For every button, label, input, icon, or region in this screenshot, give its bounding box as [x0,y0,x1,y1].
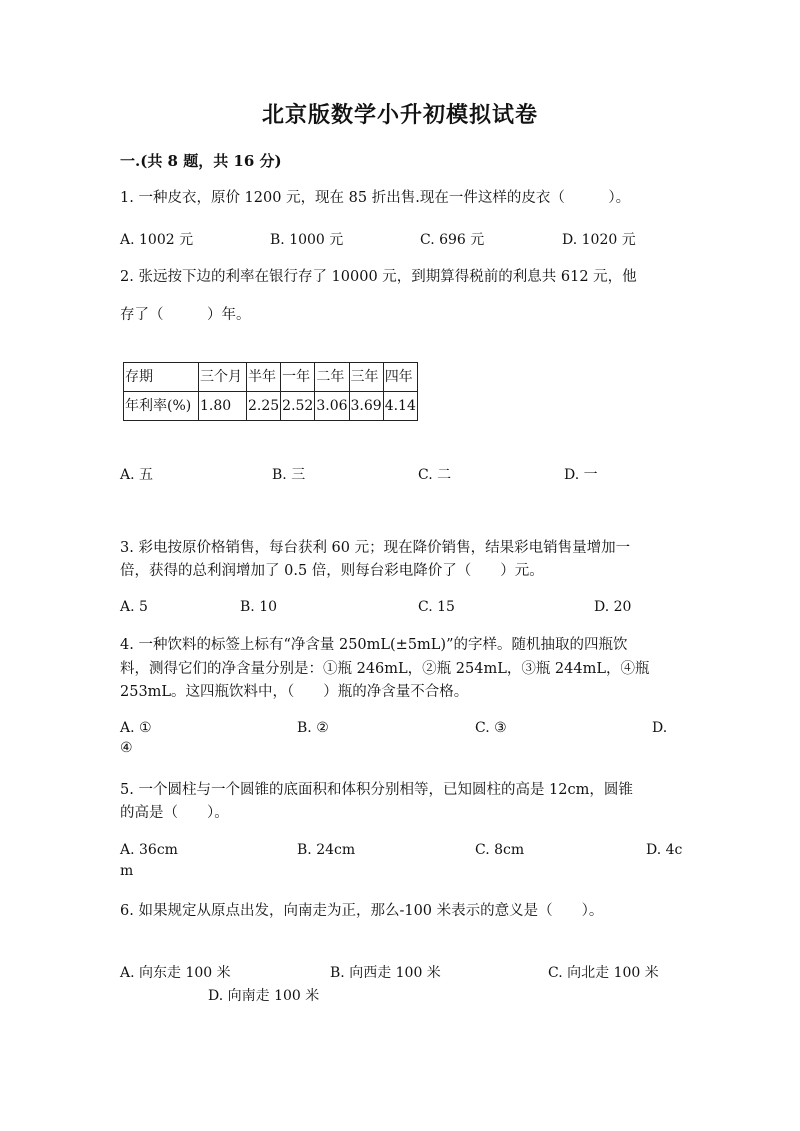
q3-option-d: D. 20 [594,599,632,615]
q4-option-d-wrap: ④ [120,740,133,756]
table-cell: 四年 [383,363,417,392]
q1-option-a: A. 1002 元 [120,232,194,248]
table-row [124,392,418,421]
q5-option-d: D. 4c [646,842,683,858]
q5-option-d-wrap: m [120,863,134,879]
q5-option-b: B. 24cm [297,842,356,858]
q3-option-a: A. 5 [120,599,148,615]
question-4-text-line-2: 料，测得它们的净含量分别是：①瓶 246mL，②瓶 254mL，③瓶 244mL，④瓶 [120,661,650,677]
q5-option-c: C. 8cm [475,842,525,858]
table-cell: 年利率(%) [124,392,199,421]
table-cell: 二年 [315,363,349,392]
q2-option-b: B. 三 [272,467,306,483]
question-2-text-line-2: 存了（ ）年。 [120,307,251,323]
q4-option-c: C. ③ [475,720,507,736]
q2-option-c: C. 二 [418,467,452,483]
q2-option-d: D. 一 [564,467,598,483]
question-2-text-line-1: 2. 张远按下边的利率在银行存了 10000 元，到期算得税前的利息共 612 元，他 [120,269,637,285]
table-cell: 存期 [124,363,199,392]
question-5-text-line-1: 5. 一个圆柱与一个圆锥的底面积和体积分别相等，已知圆柱的高是 12cm，圆锥 [120,782,633,798]
interest-rate-table [123,362,418,421]
q3-option-c: C. 15 [418,599,455,615]
q4-option-a: A. ① [120,720,152,736]
question-6-text: 6. 如果规定从原点出发，向南走为正，那么-100 米表示的意义是（ ）。 [120,903,604,919]
question-1-text: 1. 一种皮衣，原价 1200 元，现在 85 折出售.现在一件这样的皮衣（ ）。 [120,190,631,206]
question-3-text-line-1: 3. 彩电按原价格销售，每台获利 60 元；现在降价销售，结果彩电销售量增加一 [120,540,631,556]
q2-option-a: A. 五 [120,467,154,483]
table-cell: 2.25 [247,392,281,421]
q1-option-c: C. 696 元 [420,232,485,248]
q4-option-b: B. ② [297,720,329,736]
question-3-text-line-2: 倍，获得的总利润增加了 0.5 倍，则每台彩电降价了（ ）元。 [120,563,544,579]
table-cell: 3.06 [315,392,349,421]
table-cell: 3.69 [349,392,383,421]
q5-option-a: A. 36cm [120,842,178,858]
table-cell: 三个月 [199,363,247,392]
table-cell: 半年 [247,363,281,392]
table-cell: 三年 [349,363,383,392]
question-4-text-line-1: 4. 一种饮料的标签上标有“净含量 250mL(±5mL)”的字样。随机抽取的四瓶饮 [120,637,628,653]
q6-option-d: D. 向南走 100 米 [208,988,320,1004]
section-heading: 一.(共 8 题，共 16 分) [120,152,282,170]
q3-option-b: B. 10 [240,599,278,615]
q6-option-a: A. 向东走 100 米 [120,965,231,981]
q6-option-b: B. 向西走 100 米 [330,965,441,981]
table-cell: 1.80 [199,392,247,421]
table-cell: 4.14 [383,392,417,421]
question-5-text-line-2: 的高是（ ）。 [120,805,229,821]
q1-option-b: B. 1000 元 [270,232,344,248]
table-cell: 2.52 [281,392,315,421]
question-4-text-line-3: 253mL。这四瓶饮料中，（ ）瓶的净含量不合格。 [120,684,469,700]
table-header-row [124,363,418,392]
q6-option-c: C. 向北走 100 米 [548,965,659,981]
q4-option-d: D. [652,720,668,736]
page-title: 北京版数学小升初模拟试卷 [261,102,538,128]
q1-option-d: D. 1020 元 [562,232,636,248]
table-cell: 一年 [281,363,315,392]
